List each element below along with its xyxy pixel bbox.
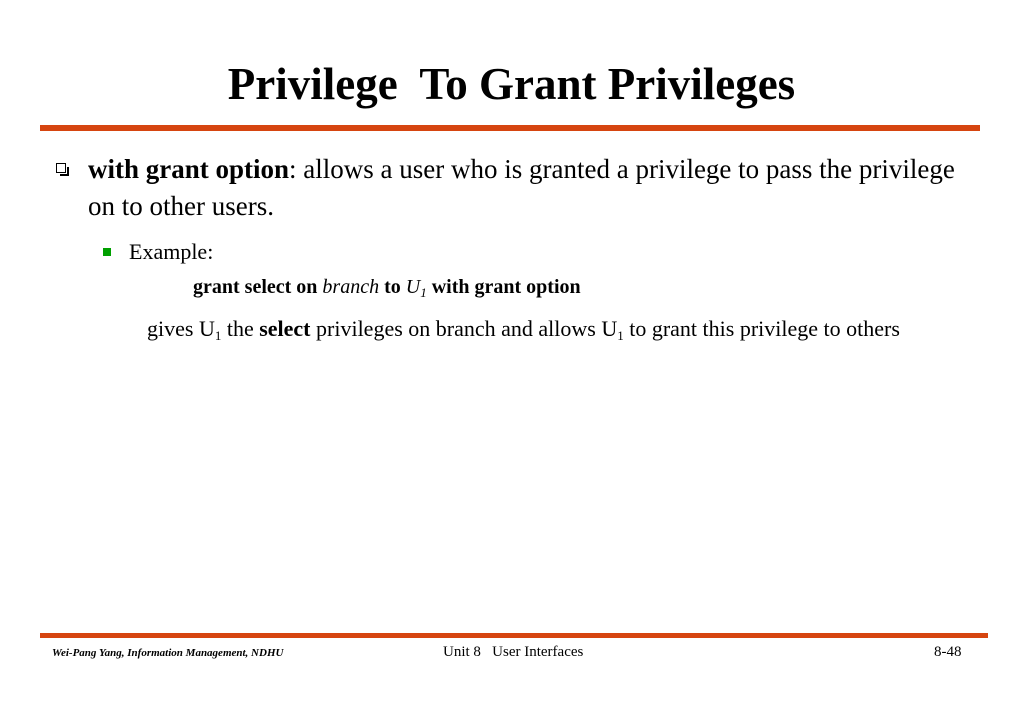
keyword-select: select	[259, 316, 311, 341]
hollow-square-bullet-icon	[56, 163, 66, 173]
title-divider	[40, 125, 980, 131]
bullet1-description: allows a user who is granted a privilege to pass the privilege on to other users.	[88, 154, 955, 221]
sql-keywords-grant-select-on: grant select on	[193, 276, 323, 298]
sql-user-u1: $U_1$	[405, 276, 427, 300]
footer-author: Wei-Pang Yang, Information Management, NDHU	[52, 647, 284, 659]
term-with-grant-option: with grant option	[88, 154, 290, 184]
sql-relation-branch: branch	[322, 276, 380, 298]
slide-number: 8-48	[934, 644, 962, 660]
example-sql-statement	[193, 274, 581, 300]
sql-keyword-to: to	[379, 276, 406, 298]
slide-title: Privilege To Grant Privileges	[227, 59, 796, 109]
sql-keywords-with-grant-option: with grant option	[426, 276, 581, 298]
bullet-example: Example:	[129, 239, 214, 264]
bullet-with-grant-option	[88, 151, 968, 225]
term-colon: :	[289, 154, 297, 184]
green-square-bullet-icon	[103, 248, 111, 256]
footer-divider	[40, 633, 988, 638]
example-explanation: gives $U_1$ the select privileges on branch and allows $U_1$ to grant this privilege to others	[147, 316, 900, 343]
footer-unit-title: Unit 8 User Interfaces	[443, 644, 584, 660]
